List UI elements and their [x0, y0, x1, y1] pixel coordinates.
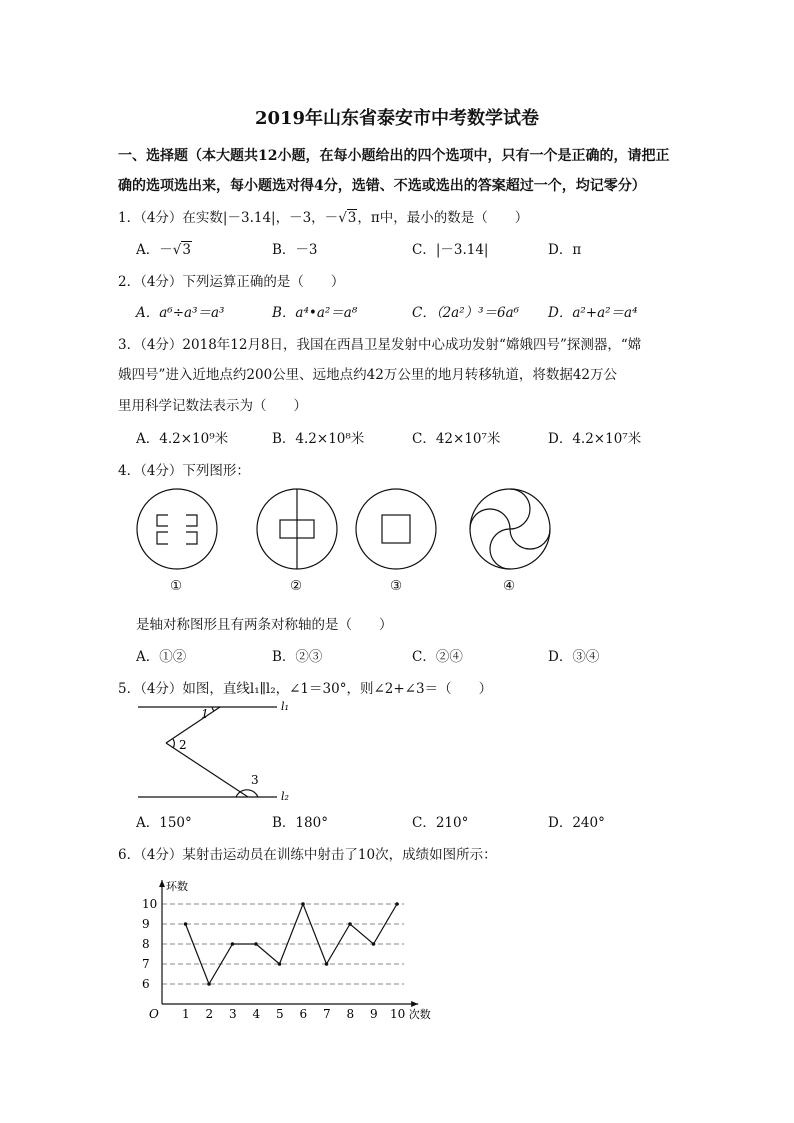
- data-point-1: [184, 922, 188, 926]
- l1-label: l₁: [281, 700, 289, 713]
- figure-1-hooks: [157, 515, 197, 544]
- segment-upper: [166, 707, 220, 743]
- q4-option-c: C．②④: [412, 649, 463, 665]
- q5-option-a: A．150°: [136, 815, 192, 831]
- y-tick-label-8: 8: [142, 937, 150, 951]
- data-point-6: [301, 902, 305, 906]
- sqrt-symbol: √: [338, 210, 347, 226]
- figure-3-square: [382, 515, 410, 543]
- q1-option-a: [136, 238, 192, 258]
- angle-3-label: 3: [251, 773, 259, 787]
- q3-option-a: A．4.2×10⁹米: [136, 431, 229, 447]
- q1-option-d: D．π: [548, 242, 582, 258]
- angle-2-label: 2: [179, 738, 187, 752]
- question-6-stem: 6．（4分）某射击运动员在训练中射击了10次，成绩如图所示：: [118, 847, 497, 863]
- question-3-line1: 3．（4分）2018年12月8日，我国在西昌卫星发射中心成功发射“嫦娥四号”探测器，“嫦: [118, 337, 642, 353]
- y-tick-label-7: 7: [142, 957, 150, 971]
- data-point-9: [372, 942, 376, 946]
- x-tick-label-10: 10: [390, 1007, 406, 1021]
- figure-3-circle: [356, 489, 436, 569]
- q2-option-d: D．a²+a²＝a⁴: [548, 305, 638, 321]
- q3-option-b: B．4.2×10⁸米: [272, 431, 365, 447]
- q1-option-c: C．|－3.14|: [412, 242, 489, 258]
- q3-option-c: C．42×10⁷米: [412, 431, 501, 447]
- x-axis-label: 次数: [408, 1008, 431, 1021]
- section-header-line2: 确的选项选出来，每小题选对得4分，选错、不选或选出的答案超过一个，均记零分）: [118, 178, 646, 194]
- figure-label-4: ④: [503, 578, 516, 594]
- x-tick-label-8: 8: [346, 1007, 355, 1021]
- data-point-4: [254, 942, 258, 946]
- angle-2-arc: [173, 739, 174, 748]
- question-3-line3: 里用科学记数法表示为（ ）: [118, 398, 307, 414]
- l2-label: l₂: [281, 790, 289, 803]
- x-tick-label-3: 3: [229, 1007, 237, 1021]
- score-line-chart: [120, 872, 450, 1024]
- question-1-stem: [118, 206, 528, 226]
- q5-option-b: B．180°: [272, 815, 328, 831]
- x-tick-label-6: 6: [299, 1007, 308, 1021]
- q2-option-c: C．（2a²）³＝6a⁶: [412, 305, 520, 321]
- question-5-stem: 5．（4分）如图，直线l₁∥l₂，∠1＝30°，则∠2+∠3＝（ ）: [118, 681, 493, 697]
- q5-option-d: D．240°: [548, 815, 605, 831]
- figure-label-3: ③: [390, 578, 403, 594]
- section-header-line1: 一、选择题（本大题共12小题，在每小题给出的四个选项中，只有一个是正确的，请把正: [118, 148, 670, 164]
- q1-option-a-prefix: A．－: [136, 242, 173, 258]
- sqrt-symbol: √: [172, 242, 182, 258]
- x-tick-label-2: 2: [205, 1007, 214, 1021]
- data-point-8: [348, 922, 352, 926]
- q4-option-a: A．①②: [136, 649, 187, 665]
- page-title: 2019年山东省泰安市中考数学试卷: [254, 108, 540, 129]
- x-tick-label-4: 4: [252, 1007, 261, 1021]
- x-tick-label-9: 9: [370, 1007, 378, 1021]
- x-tick-label-7: 7: [323, 1007, 331, 1021]
- y-tick-label-6: 6: [142, 977, 150, 991]
- data-point-3: [231, 942, 235, 946]
- q4-option-b: B．②③: [272, 649, 323, 665]
- origin-label: O: [149, 1007, 159, 1021]
- q1-stem-a: 1．（4分）在实数|－3.14|，－3，－: [118, 210, 339, 226]
- y-axis-label: 环数: [166, 880, 188, 893]
- q2-option-b: B．a⁴•a²＝a⁸: [272, 305, 358, 321]
- x-tick-label-1: 1: [182, 1007, 190, 1021]
- q5-option-c: C．210°: [412, 815, 469, 831]
- q3-option-d: D．4.2×10⁷米: [548, 431, 642, 447]
- figure-1-circle: [137, 489, 217, 569]
- question-4-stem: 4．（4分）下列图形：: [118, 463, 250, 479]
- data-point-10: [395, 902, 399, 906]
- question-2-stem: 2．（4分）下列运算正确的是（ ）: [118, 274, 345, 290]
- x-axis-arrow: [411, 1001, 418, 1007]
- q4-option-d: D．③④: [548, 649, 600, 665]
- y-axis-arrow: [159, 880, 165, 887]
- x-tick-label-5: 5: [276, 1007, 284, 1021]
- q2-option-a: A．a⁶÷a³＝a³: [136, 305, 225, 321]
- q1-stem-sqrt: 3: [347, 210, 357, 226]
- data-point-5: [278, 962, 282, 966]
- q1-stem-b: ，π中，最小的数是（ ）: [357, 210, 529, 226]
- figure-label-2: ②: [290, 578, 303, 594]
- q1-option-b: B．－3: [272, 242, 318, 258]
- angle-1-label: 1: [201, 707, 209, 721]
- data-point-2: [207, 982, 211, 986]
- q5-figure: [130, 698, 300, 806]
- question-3-line2: 娥四号”进入近地点约200公里、远地点约42万公里的地月转移轨道，将数据42万公: [118, 367, 618, 383]
- data-point-7: [325, 962, 329, 966]
- figure-label-1: ①: [170, 578, 183, 594]
- y-tick-label-9: 9: [142, 917, 150, 931]
- q1-option-a-sqrt: 3: [182, 242, 191, 258]
- q4-figures: [130, 484, 570, 574]
- question-4-tail: 是轴对称图形且有两条对称轴的是（ ）: [136, 617, 393, 633]
- y-tick-label-10: 10: [142, 897, 158, 911]
